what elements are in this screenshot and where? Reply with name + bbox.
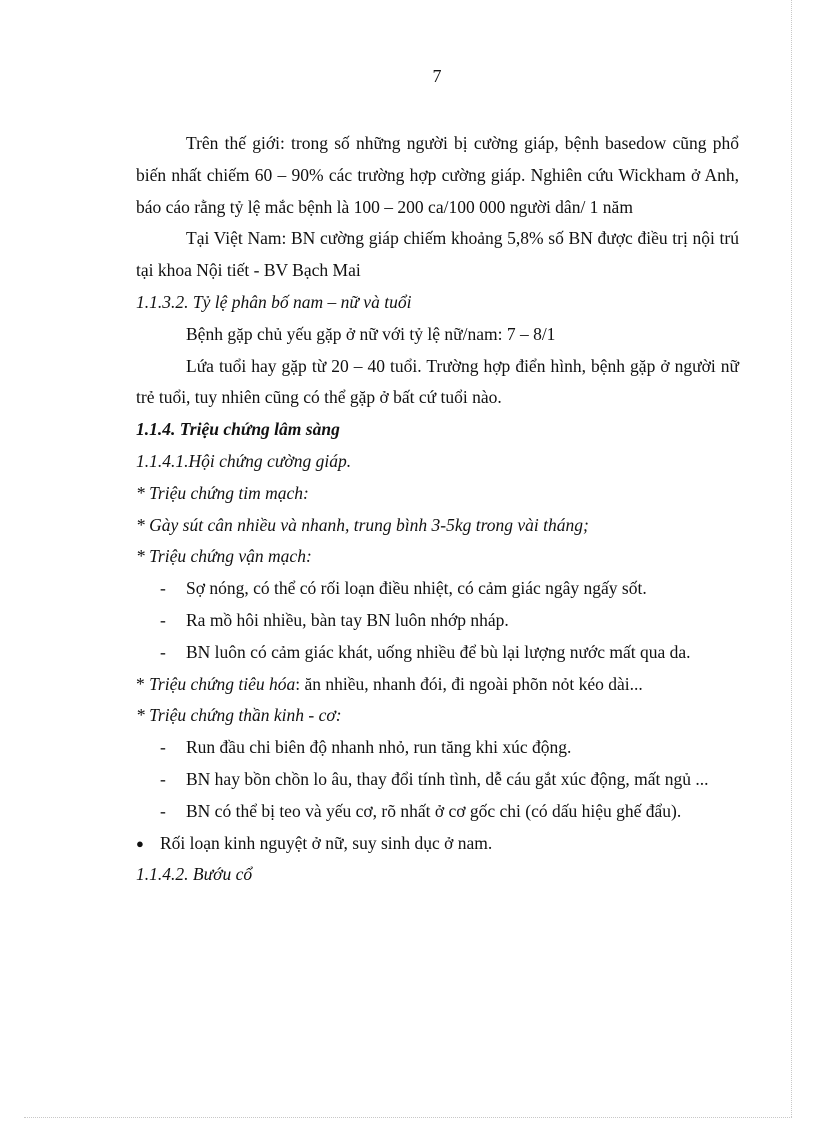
list-item <box>136 637 739 669</box>
list-item <box>136 573 739 605</box>
list-item-text: Sợ nóng, có thể có rối loạn điều nhiệt, có cảm giác ngây ngấy sốt. <box>186 578 647 599</box>
digest-label: Triệu chứng tiêu hóa <box>149 673 296 694</box>
dash-marker: - <box>160 609 166 630</box>
dash-marker: - <box>160 578 166 599</box>
page-number: 7 <box>432 66 442 86</box>
bullet-text: Rối loạn kinh nguyệt ở nữ, suy sinh dục ở nam. <box>160 832 493 853</box>
list-item <box>136 605 739 637</box>
bullet-item <box>136 828 739 860</box>
heading-1-1-4-1: 1.1.4.1.Hội chứng cường giáp. <box>136 450 352 471</box>
bullet-icon: ● <box>136 835 144 851</box>
list-item <box>136 732 739 764</box>
heading-1-1-4-2: 1.1.4.2. Bướu cổ <box>136 864 253 885</box>
page-border-right <box>791 0 792 1117</box>
list-item-text: BN hay bồn chồn lo âu, thay đổi tính tình, dễ cáu gắt xúc động, mất ngủ ... <box>186 768 709 789</box>
dash-marker: - <box>160 641 166 662</box>
symptom-vasomotor-heading: * Triệu chứng vận mạch: <box>136 546 312 567</box>
list-item-text: Run đầu chi biên độ nhanh nhỏ, run tăng khi xúc động. <box>186 737 572 758</box>
heading-1-1-4: 1.1.4. Triệu chứng lâm sàng <box>136 419 340 440</box>
list-item <box>136 764 739 796</box>
dash-marker: - <box>160 768 166 789</box>
dash-marker: - <box>160 800 166 821</box>
digest-text: : ăn nhiều, nhanh đói, đi ngoài phõn nỏt kéo dài... <box>295 673 643 694</box>
heading-1-1-3-2: 1.1.3.2. Tỷ lệ phân bố nam – nữ và tuổi <box>136 291 412 312</box>
symptom-digestive <box>136 669 739 701</box>
paragraph-world-prevalence: Trên thế giới: trong số những người bị cường giáp, bệnh basedow cũng phổ biến nhất chiếm 60 – 90% các trường hợp cường giáp. Nghiên cứu Wickham ở Anh, báo cáo rằng tỷ lệ mắc bệnh là 100 – 200 ca/100 000 người dân/ 1 năm <box>136 133 739 217</box>
dash-marker: - <box>160 737 166 758</box>
paragraph-age-range: Lứa tuổi hay gặp từ 20 – 40 tuổi. Trường hợp điển hình, bệnh gặp ở người nữ trẻ tuổi, tuy nhiên cũng có thể gặp ở bất cứ tuổi nào. <box>136 355 739 408</box>
symptom-cardio-heading: * Triệu chứng tim mạch: <box>136 482 309 503</box>
symptom-weight-loss: * Gày sút cân nhiều và nhanh, trung bình 3-5kg trong vài tháng; <box>136 514 589 535</box>
page-border-bottom <box>24 1117 792 1118</box>
document-body <box>136 128 739 891</box>
symptom-neuro-heading: * Triệu chứng thần kinh - cơ: <box>136 705 342 726</box>
list-item-text: BN luôn có cảm giác khát, uống nhiều để bù lại lượng nước mất qua da. <box>186 641 691 662</box>
paragraph-sex-ratio: Bệnh gặp chủ yếu gặp ở nữ với tỷ lệ nữ/nam: 7 – 8/1 <box>186 323 556 344</box>
digest-star: * <box>136 673 150 694</box>
list-item <box>136 796 739 828</box>
list-item-text: BN có thể bị teo và yếu cơ, rõ nhất ở cơ gốc chi (có dấu hiệu ghế đẩu). <box>186 800 682 821</box>
list-item-text: Ra mồ hôi nhiều, bàn tay BN luôn nhớp nháp. <box>186 609 509 630</box>
paragraph-vietnam-prevalence: Tại Việt Nam: BN cường giáp chiếm khoảng 5,8% số BN được điều trị nội trú tại khoa Nội tiết - BV Bạch Mai <box>136 228 739 281</box>
